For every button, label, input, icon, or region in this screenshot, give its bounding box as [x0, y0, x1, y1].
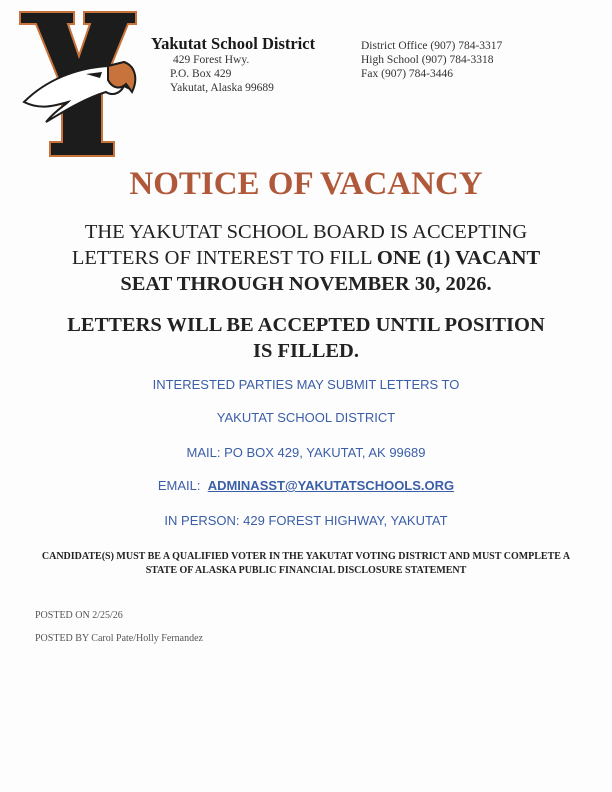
submit-mail: MAIL: PO BOX 429, YAKUTAT, AK 99689 [186, 445, 426, 460]
letters-line-2: IS FILLED. [253, 340, 359, 362]
posted-by: POSTED BY Carol Pate/Holly Fernandez [35, 633, 203, 644]
submit-in-person: IN PERSON: 429 FOREST HIGHWAY, YAKUTAT [164, 513, 448, 528]
submit-intro: INTERESTED PARTIES MAY SUBMIT LETTERS TO [152, 377, 460, 392]
phone-high-school: High School (907) 784-3318 [361, 54, 494, 66]
address-po-box: P.O. Box 429 [170, 68, 232, 80]
submit-org: YAKUTAT SCHOOL DISTRICT [216, 410, 396, 425]
board-line-2-plain: LETTERS OF INTEREST TO FILL [71, 247, 377, 269]
board-line-1: THE YAKUTAT SCHOOL BOARD IS ACCEPTING [84, 221, 528, 243]
phone-district-office: District Office (907) 784-3317 [361, 40, 503, 52]
address-street: 429 Forest Hwy. [173, 54, 250, 66]
notice-title: NOTICE OF VACANCY [129, 166, 483, 202]
candidate-line-2: STATE OF ALASKA PUBLIC FINANCIAL DISCLOSURE STATEMENT [145, 565, 467, 576]
board-line-3: SEAT THROUGH NOVEMBER 30, 2026. [120, 273, 492, 295]
email-label: EMAIL: [157, 478, 201, 493]
posted-on: POSTED ON 2/25/26 [35, 610, 123, 621]
address-city: Yakutat, Alaska 99689 [170, 82, 274, 94]
district-name: Yakutat School District [151, 34, 316, 53]
email-link[interactable]: ADMINASST@YAKUTATSCHOOLS.ORG [207, 478, 455, 493]
board-line-2 [0, 245, 612, 271]
board-line-2-bold: ONE (1) VACANT [376, 247, 541, 269]
yakutat-eagle-logo [16, 10, 146, 158]
phone-fax: Fax (907) 784-3446 [361, 68, 453, 80]
candidate-line-1: CANDIDATE(S) MUST BE A QUALIFIED VOTER IN THE YAKUTAT VOTING DISTRICT AND MUST COMPLETE A [41, 551, 571, 562]
letters-line-1: LETTERS WILL BE ACCEPTED UNTIL POSITION [67, 314, 545, 336]
submit-email [0, 478, 612, 493]
